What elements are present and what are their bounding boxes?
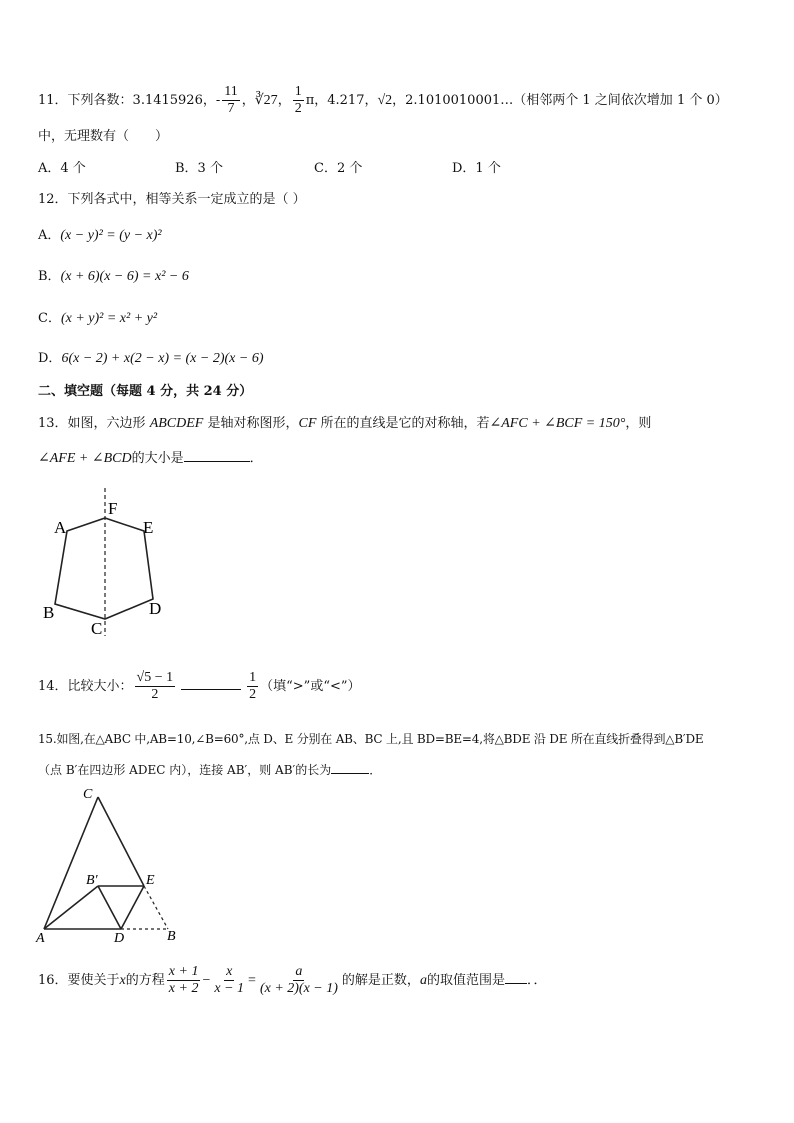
q12-option-c-label: C． bbox=[38, 311, 61, 326]
q12-option-b-expr: (x + 6)(x − 6) = x² − 6 bbox=[60, 269, 189, 284]
q16-mid: 的方程 bbox=[125, 973, 165, 988]
q11-sqrt2: √2 bbox=[377, 93, 393, 108]
q11-option-c: C．2 个 bbox=[314, 161, 363, 176]
q12-option-d-expr: 6(x − 2) + x(2 − x) = (x − 2)(x − 6) bbox=[61, 351, 264, 366]
q15-line1: 15.如图,在△ABC 中,AB=10,∠B=60°,点 D、E 分别在 AB、BC 上,且 BD=BE=4,将△BDE 沿 DE 所在直线折叠得到△B′DE bbox=[38, 732, 704, 746]
q13-condition: ∠AFC + ∠BCF = 150° bbox=[489, 416, 626, 431]
hexagon-outline bbox=[55, 518, 153, 619]
q14-tail: （填“>”或“<”） bbox=[260, 679, 361, 694]
q13-answer-blank bbox=[184, 461, 250, 462]
q11-frac1-num: 11 bbox=[224, 84, 238, 99]
label-d: D bbox=[149, 599, 162, 618]
q11-line1 bbox=[38, 84, 728, 117]
label-f: F bbox=[108, 499, 118, 518]
q11-sep1: ， bbox=[241, 93, 255, 108]
label-e: E bbox=[143, 518, 154, 537]
q15-line2-text: （点 B′在四边形 ADEC 内），连接 AB′，则 AB′的长为 bbox=[38, 763, 332, 777]
q11-number: 11． bbox=[38, 93, 68, 108]
label-b: B bbox=[167, 929, 176, 944]
q15-line2 bbox=[38, 761, 381, 778]
label-e: E bbox=[146, 873, 155, 888]
q16-equals: = bbox=[248, 973, 256, 988]
q16-f2-num: x bbox=[226, 964, 233, 979]
q16-fraction-3 bbox=[258, 964, 340, 997]
q13-axis-name: CF bbox=[298, 416, 317, 431]
side-ac bbox=[44, 797, 98, 929]
q13-ask-angles: ∠AFE + ∠BCD bbox=[38, 451, 132, 466]
q14-line bbox=[38, 670, 361, 703]
q12-option-d-label: D． bbox=[38, 351, 62, 366]
q12-stem: 12．下列各式中，相等关系一定成立的是（ ） bbox=[38, 192, 306, 207]
q16-minus: − bbox=[202, 973, 211, 988]
q16-fraction-2 bbox=[212, 964, 246, 997]
q12-option-a bbox=[38, 224, 162, 244]
q14-frac1-den: 2 bbox=[151, 687, 159, 702]
q16-f3-den: (x + 2)(x − 1) bbox=[259, 981, 338, 996]
q11-fraction-11-7 bbox=[222, 84, 239, 117]
label-b: B bbox=[43, 603, 55, 622]
q14-frac2-den: 2 bbox=[249, 687, 257, 702]
q11-fraction-1-2 bbox=[293, 84, 304, 117]
q11-frac2-num: 1 bbox=[294, 84, 302, 99]
q11-frac2-den: 2 bbox=[294, 101, 302, 116]
q14-frac2-num: 1 bbox=[249, 670, 257, 685]
q12-option-b bbox=[38, 265, 189, 285]
q11-sep2: ， bbox=[277, 93, 291, 108]
q12-option-b-label: B． bbox=[38, 269, 61, 284]
q13-hexagon-name: ABCDEF bbox=[149, 416, 204, 431]
q11-line2: 中，无理数有（ ） bbox=[38, 129, 169, 144]
q14-frac1-num: √5 − 1 bbox=[136, 670, 174, 685]
q13-line1 bbox=[38, 412, 651, 432]
q14-answer-blank bbox=[181, 689, 241, 690]
q12-option-c bbox=[38, 307, 157, 327]
q16-after: 的解是正数， bbox=[341, 973, 420, 988]
dashed-eb bbox=[144, 886, 168, 929]
q16-f2-den: x − 1 bbox=[214, 981, 245, 996]
q12-option-c-expr: (x + y)² = x² + y² bbox=[60, 311, 158, 326]
label-d: D bbox=[114, 931, 125, 944]
q16-variable-a: a bbox=[419, 973, 427, 988]
q16-lead: 16．要使关于 bbox=[38, 973, 120, 988]
q12-option-a-label: A． bbox=[38, 228, 61, 243]
label-c: C bbox=[83, 787, 93, 802]
label-a: A bbox=[36, 931, 45, 944]
q16-f1-den: x + 2 bbox=[168, 981, 199, 996]
q16-end: ．． bbox=[526, 973, 547, 988]
q14-fraction-left bbox=[135, 670, 176, 703]
q13-part5: 的大小是 bbox=[131, 451, 184, 466]
q13-part1: 13．如图，六边形 bbox=[38, 416, 150, 431]
q15-end: ． bbox=[369, 763, 382, 777]
seg-db-prime bbox=[98, 886, 121, 929]
q16-answer-blank bbox=[505, 983, 527, 984]
q16-f1-num: x + 1 bbox=[168, 964, 199, 979]
q16-fraction-1 bbox=[167, 964, 201, 997]
q13-hexagon-figure bbox=[38, 486, 178, 641]
q11-after-frac2: π，4.217， bbox=[305, 93, 378, 108]
label-a: A bbox=[54, 518, 67, 537]
q11-cuberoot: ∛27 bbox=[254, 93, 278, 108]
q16-tail: 的取值范围是 bbox=[426, 973, 505, 988]
fold-de bbox=[121, 886, 144, 929]
q11-option-b: B．3 个 bbox=[175, 161, 223, 176]
q16-variable-x: x bbox=[119, 973, 126, 988]
q12-option-a-expr: (x − y)² = (y − x)² bbox=[60, 228, 162, 243]
q16-line bbox=[38, 964, 546, 997]
q11-option-d: D．1 个 bbox=[452, 161, 501, 176]
q13-line2 bbox=[38, 447, 263, 467]
q11-minus: - bbox=[215, 93, 221, 108]
q13-part2: 是轴对称图形， bbox=[203, 416, 299, 431]
q15-triangle-figure bbox=[34, 784, 184, 944]
q11-option-a: A．4 个 bbox=[38, 161, 86, 176]
q14-fraction-right bbox=[247, 670, 258, 703]
q13-part3: 所在的直线是它的对称轴，若 bbox=[316, 416, 490, 431]
q14-lead: 14．比较大小： bbox=[38, 679, 133, 694]
side-ce bbox=[98, 797, 144, 886]
q13-end: ． bbox=[249, 451, 263, 466]
label-b-prime: B′ bbox=[86, 873, 98, 888]
q11-frac1-den: 7 bbox=[227, 101, 235, 116]
q15-answer-blank bbox=[331, 773, 369, 774]
q11-lead: 下列各数：3.1415926， bbox=[67, 93, 216, 108]
q12-option-d bbox=[38, 347, 264, 367]
q11-tail: ，2.1010010001…（相邻两个 1 之间依次增加 1 个 0） bbox=[392, 93, 728, 108]
label-c: C bbox=[91, 619, 103, 638]
q16-f3-num: a bbox=[295, 964, 303, 979]
q13-part4: ，则 bbox=[625, 416, 652, 431]
section-2-heading: 二、填空题（每题 4 分，共 24 分） bbox=[38, 384, 253, 399]
